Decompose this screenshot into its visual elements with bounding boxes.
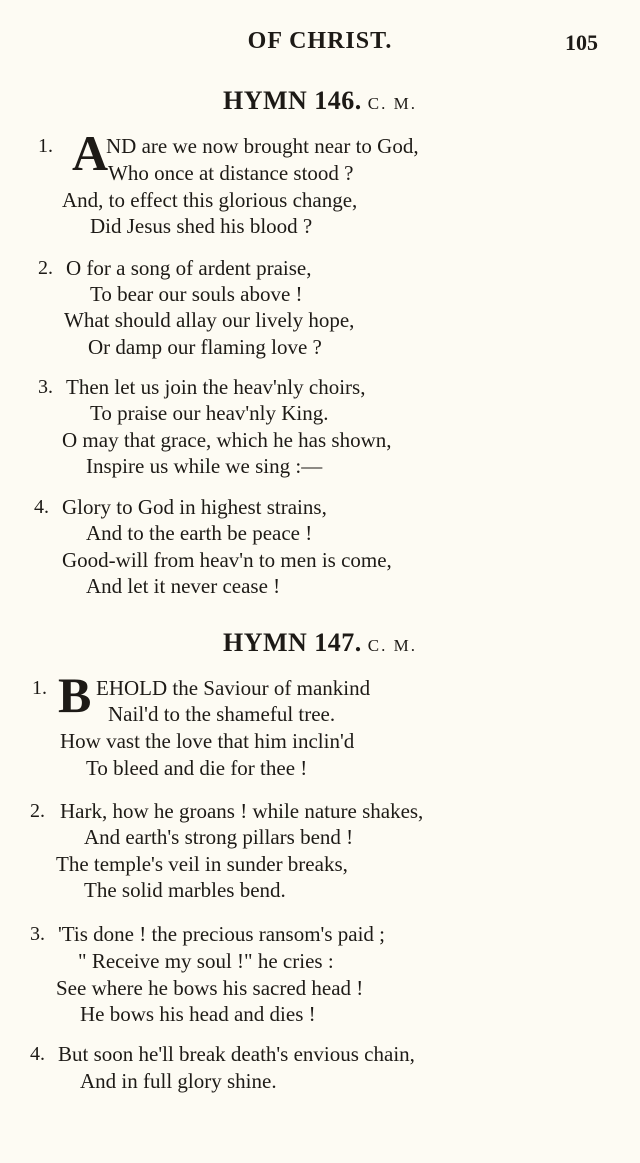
hymn-meter: C. M. bbox=[367, 636, 418, 655]
verse-line: Hark, how he groans ! while nature shakes, bbox=[60, 799, 424, 823]
verse-line: O for a song of ardent praise, bbox=[66, 256, 312, 280]
verse-line: To praise our heav'nly King. bbox=[90, 401, 329, 425]
verse-line: " Receive my soul !" he cries : bbox=[78, 949, 334, 973]
page-number: 105 bbox=[565, 30, 598, 55]
verse-line: And to the earth be peace ! bbox=[86, 521, 313, 545]
stanza-number: 3. bbox=[38, 376, 53, 398]
verse-line: See where he bows his sacred head ! bbox=[56, 976, 364, 1000]
verse-line: And earth's strong pillars bend ! bbox=[84, 825, 354, 849]
verse-line: What should allay our lively hope, bbox=[64, 308, 355, 332]
hymn-title: HYMN 146. bbox=[222, 86, 362, 115]
verse-line: But soon he'll break death's envious chain, bbox=[58, 1042, 415, 1066]
verse-line: The solid marbles bend. bbox=[84, 878, 286, 902]
drop-cap: A bbox=[72, 125, 109, 181]
stanza-number: 4. bbox=[34, 496, 49, 518]
verse-line: To bear our souls above ! bbox=[90, 282, 303, 306]
verse-line: And let it never cease ! bbox=[86, 574, 281, 598]
verse-line: 'Tis done ! the precious ransom's paid ; bbox=[58, 922, 386, 946]
verse-line: Who once at distance stood ? bbox=[108, 161, 354, 185]
verse-line: Did Jesus shed his blood ? bbox=[90, 214, 313, 238]
verse-line: Nail'd to the shameful tree. bbox=[108, 702, 336, 726]
stanza-number: 2. bbox=[38, 257, 53, 279]
hymn-title: HYMN 147. bbox=[222, 628, 362, 657]
hymn-146-heading bbox=[0, 86, 640, 116]
verse-line: Glory to God in highest strains, bbox=[62, 495, 327, 519]
verse-line: To bleed and die for thee ! bbox=[86, 756, 308, 780]
verse-line: Good-will from heav'n to men is come, bbox=[62, 548, 392, 572]
drop-cap: B bbox=[58, 667, 92, 723]
hymn-meter: C. M. bbox=[367, 94, 418, 113]
running-title: OF CHRIST. bbox=[247, 28, 393, 54]
verse-line: Inspire us while we sing :— bbox=[86, 454, 323, 478]
verse-line: O may that grace, which he has shown, bbox=[62, 428, 392, 452]
verse-line: And, to effect this glorious change, bbox=[62, 188, 358, 212]
verse-line: And in full glory shine. bbox=[80, 1069, 277, 1093]
stanza-number: 3. bbox=[30, 923, 45, 945]
hymn-147-heading bbox=[0, 628, 640, 658]
verse-line: The temple's veil in sunder breaks, bbox=[56, 852, 348, 876]
verse-line: ND are we now brought near to God, bbox=[106, 134, 419, 158]
running-head bbox=[0, 28, 640, 58]
verse-line: How vast the love that him inclin'd bbox=[60, 729, 355, 753]
stanza-number: 1. bbox=[38, 135, 53, 157]
verse-line: Then let us join the heav'nly choirs, bbox=[66, 375, 366, 399]
stanza-number: 2. bbox=[30, 800, 45, 822]
verse-line: Or damp our flaming love ? bbox=[88, 335, 322, 359]
stanza-number: 1. bbox=[32, 677, 47, 699]
verse-line: EHOLD the Saviour of mankind bbox=[96, 676, 371, 700]
stanza-number: 4. bbox=[30, 1043, 45, 1065]
verse-line: He bows his head and dies ! bbox=[80, 1002, 316, 1026]
